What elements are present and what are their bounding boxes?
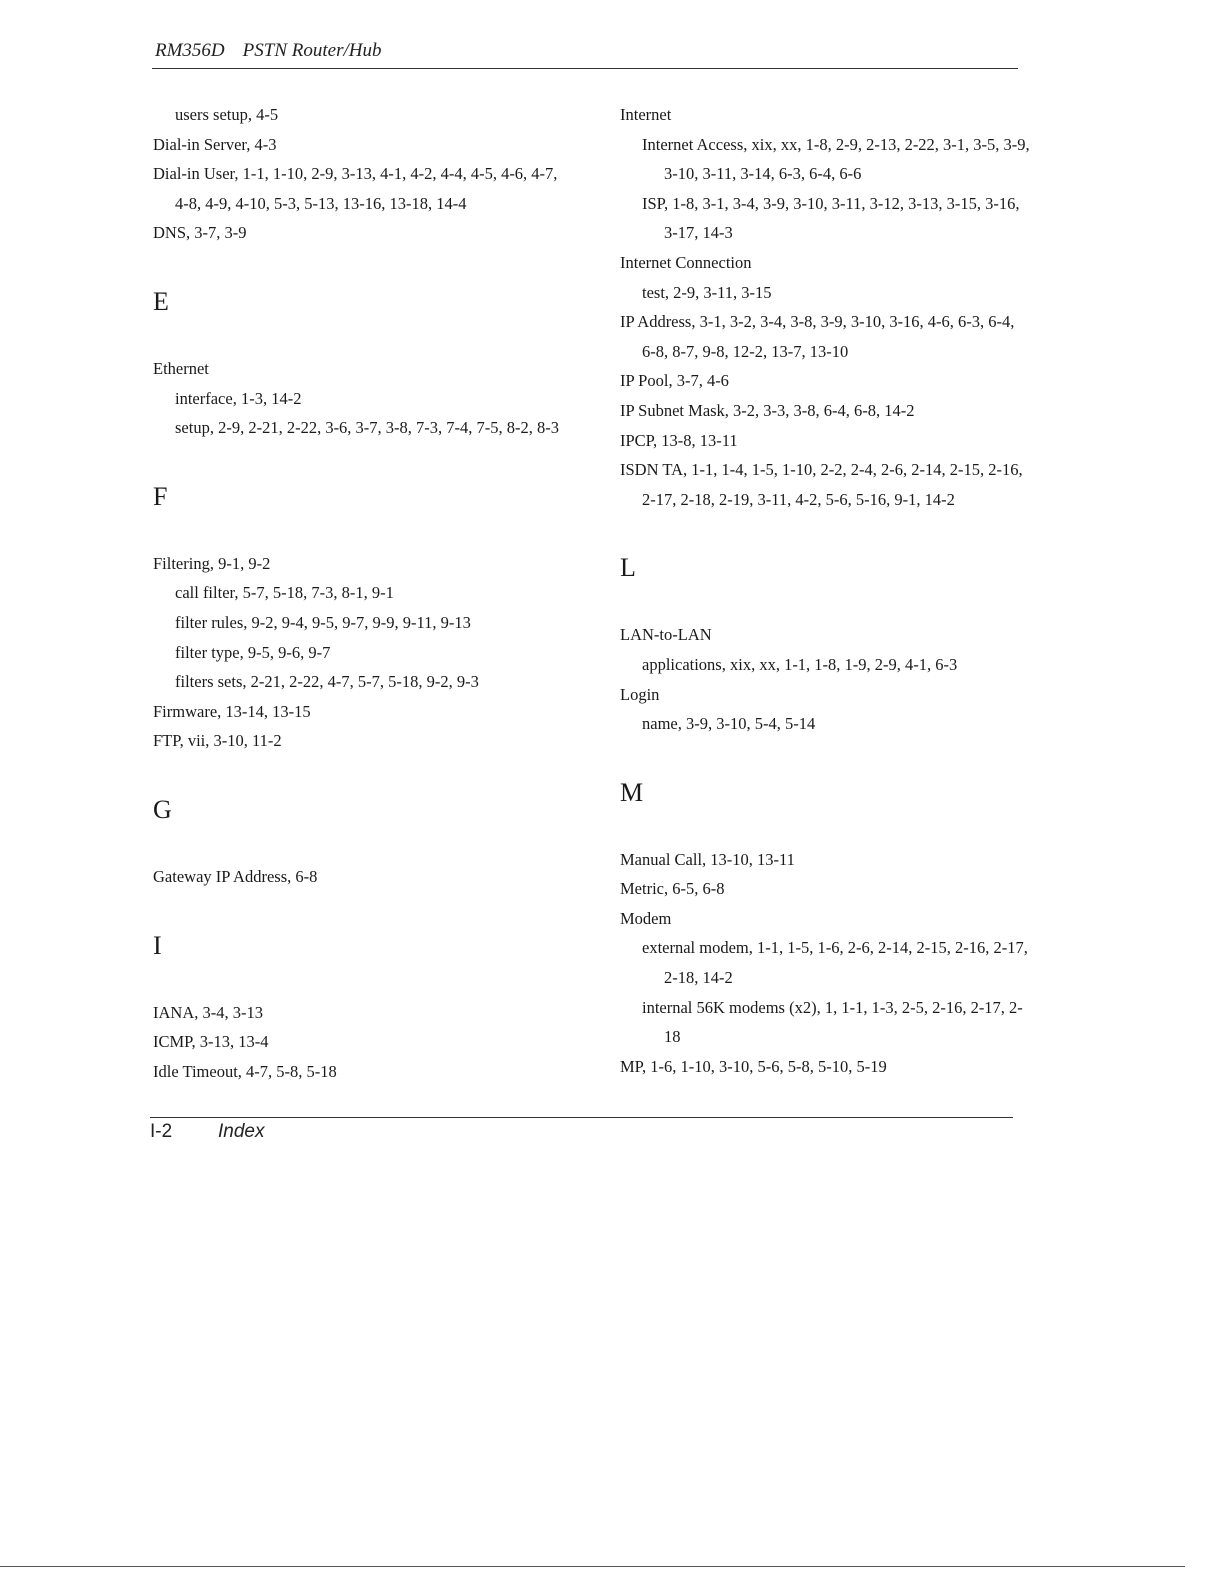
index-subentry: users setup, 4-5 [175, 105, 279, 124]
index-entry: IP Address, 3-1, 3-2, 3-4, 3-8, 3-9, 3-10, 3-16, 4-6, 6-3, 6-4, 6-8, 8-7, 9-8, 12-2, 13-7, 13-10 [620, 312, 1015, 361]
index-entry: Ethernet [153, 358, 209, 378]
index-subentry: external modem, 1-1, 1-5, 1-6, 2-6, 2-14, 2-15, 2-16, 2-17, 2-18, 14-2 [642, 938, 1028, 988]
index-entry: FTP, vii, 3-10, 11-2 [153, 731, 282, 751]
index-entry: DNS, 3-7, 3-9 [153, 223, 247, 243]
index-subentry: test, 2-9, 3-11, 3-15 [642, 282, 772, 302]
section-spacer [620, 514, 1030, 538]
index-entry: Metric, 6-5, 6-8 [620, 879, 725, 899]
section-spacer [153, 892, 563, 916]
index-entry: Gateway IP Address, 6-8 [153, 866, 318, 886]
index-entry: LAN-to-LAN [620, 625, 712, 645]
footer-rule [150, 1117, 1013, 1118]
section-spacer [153, 840, 563, 862]
scan-edge-line [0, 1566, 1185, 1567]
section-spacer [153, 332, 563, 354]
section-spacer [153, 527, 563, 549]
index-column-right [620, 100, 1030, 1081]
index-entry: Dial-in Server, 4-3 [153, 134, 277, 154]
index-entry: Modem [620, 908, 672, 928]
index-subentry: filter rules, 9-2, 9-4, 9-5, 9-7, 9-9, 9-11, 9-13 [175, 612, 471, 632]
index-entry: Idle Timeout, 4-7, 5-8, 5-18 [153, 1061, 337, 1081]
section-spacer [153, 443, 563, 467]
index-section-letter: G [153, 794, 172, 824]
index-subentry: name, 3-9, 3-10, 5-4, 5-14 [642, 714, 816, 734]
index-subentry: internal 56K modems (x2), 1, 1-1, 1-3, 2-5, 2-16, 2-17, 2-18 [642, 997, 1023, 1047]
index-section-letter: I [153, 930, 162, 960]
index-entry: Filtering, 9-1, 9-2 [153, 553, 271, 573]
header-rule [152, 68, 1018, 69]
index-subentry: Internet Access, xix, xx, 1-8, 2-9, 2-13, 2-22, 3-1, 3-5, 3-9, 3-10, 3-11, 3-14, 6-3, 6-4, 6-6 [642, 134, 1030, 184]
index-entry: MP, 1-6, 1-10, 3-10, 5-6, 5-8, 5-10, 5-19 [620, 1056, 887, 1076]
running-header [155, 40, 381, 62]
index-entry: IP Subnet Mask, 3-2, 3-3, 3-8, 6-4, 6-8, 14-2 [620, 400, 915, 420]
section-spacer [153, 248, 563, 272]
index-column-left [153, 100, 563, 1086]
index-subentry: interface, 1-3, 14-2 [175, 388, 302, 408]
index-entry: Dial-in User, 1-1, 1-10, 2-9, 3-13, 4-1, 4-2, 4-4, 4-5, 4-6, 4-7, 4-8, 4-9, 4-10, 5-3, 5-13, 13-16, 13-18, 14-4 [153, 164, 558, 213]
index-section-letter: L [620, 553, 636, 583]
index-entry: Internet [620, 105, 672, 124]
section-spacer [153, 756, 563, 780]
header-model: RM356D [155, 40, 225, 61]
index-section-letter: M [620, 777, 644, 807]
page-number: I-2 [150, 1121, 173, 1142]
section-spacer [153, 976, 563, 998]
section-spacer [620, 598, 1030, 620]
index-entry: ICMP, 3-13, 13-4 [153, 1032, 269, 1052]
index-entry: Login [620, 684, 660, 704]
index-subentry: applications, xix, xx, 1-1, 1-8, 1-9, 2-9, 4-1, 6-3 [642, 654, 958, 674]
index-entry: Manual Call, 13-10, 13-11 [620, 849, 795, 869]
index-subentry: ISP, 1-8, 3-1, 3-4, 3-9, 3-10, 3-11, 3-12, 3-13, 3-15, 3-16, 3-17, 14-3 [642, 193, 1020, 243]
index-subentry: filter type, 9-5, 9-6, 9-7 [175, 642, 331, 662]
index-entry: IPCP, 13-8, 13-11 [620, 430, 738, 450]
index-subentry: setup, 2-9, 2-21, 2-22, 3-6, 3-7, 3-8, 7-3, 7-4, 7-5, 8-2, 8-3 [175, 418, 560, 438]
section-spacer [620, 739, 1030, 763]
index-entry: Firmware, 13-14, 13-15 [153, 701, 311, 721]
index-section-letter: E [153, 286, 169, 316]
index-entry: IANA, 3-4, 3-13 [153, 1002, 263, 1022]
index-subentry: filters sets, 2-21, 2-22, 4-7, 5-7, 5-18, 9-2, 9-3 [175, 672, 479, 692]
index-entry: IP Pool, 3-7, 4-6 [620, 371, 729, 391]
index-section-letter: F [153, 481, 168, 511]
running-footer [150, 1121, 264, 1143]
index-entry: Internet Connection [620, 252, 752, 272]
index-subentry: call filter, 5-7, 5-18, 7-3, 8-1, 9-1 [175, 583, 394, 603]
section-spacer [620, 823, 1030, 845]
footer-section: Index [218, 1121, 265, 1142]
header-title: PSTN Router/Hub [242, 40, 382, 61]
index-entry: ISDN TA, 1-1, 1-4, 1-5, 1-10, 2-2, 2-4, 2-6, 2-14, 2-15, 2-16, 2-17, 2-18, 2-19, 3-11, 4-2, 5-6, 5-16, 9-1, 14-2 [620, 460, 1023, 509]
